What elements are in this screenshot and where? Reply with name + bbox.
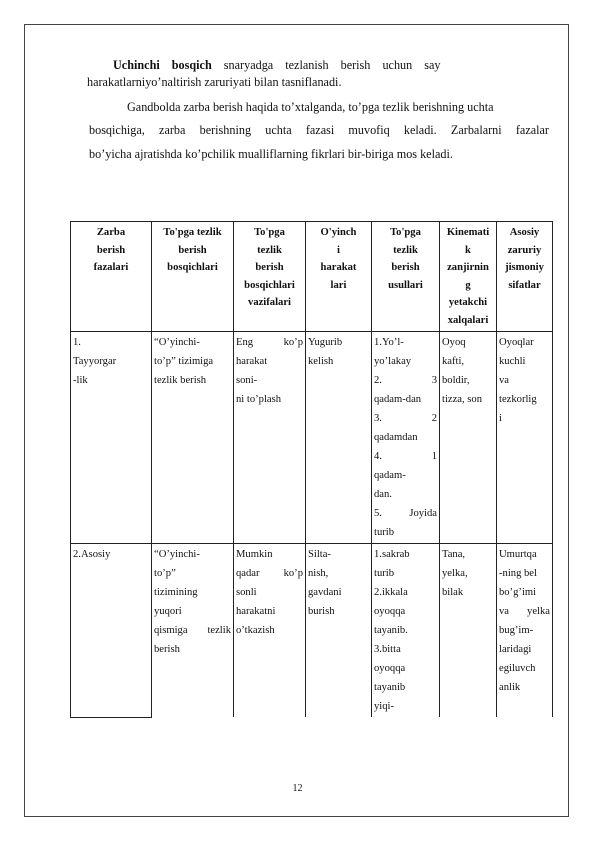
cell-line: tizimining — [154, 587, 198, 598]
cell-line: -ning bel — [499, 568, 537, 579]
cell-line: tayanib. — [374, 625, 408, 636]
intro-paragraph-2-line-3: bo’yicha ajratishda ko’pchilik mualliflarning fikrlari bir-biriga mos keladi. — [89, 147, 453, 161]
cell-line: 2.ikkala — [374, 587, 408, 598]
cell-line: to’p” — [154, 568, 176, 579]
cell-line: qadam-dan — [374, 394, 422, 405]
cell-line: tezlik berish — [154, 375, 207, 386]
cell-line: yo’lakay — [374, 356, 412, 367]
header-line: yetakchi — [448, 297, 488, 308]
table-cell — [440, 332, 497, 544]
header-line: tezlik — [257, 244, 282, 256]
cell-line: Tayyorgar — [73, 356, 117, 367]
cell-line: 3.bitta — [374, 644, 401, 655]
header-line: lari — [330, 279, 347, 291]
intro-paragraph-1-line-2: harakatlarniyo’naltirish zaruriyati bilan tasniflanadi. — [87, 75, 342, 89]
table-cell — [306, 544, 372, 718]
header-line: harakat — [320, 262, 357, 273]
table-cell — [440, 544, 497, 718]
page-number: 12 — [292, 783, 303, 794]
intro-paragraph-1-rest: snaryadga tezlanish berish uchun say — [223, 58, 441, 72]
table-cell — [234, 544, 306, 718]
cell-line: ni to’plash — [236, 394, 282, 405]
cell-line: 1. — [73, 337, 81, 348]
table-cell — [152, 544, 234, 718]
cell-line: dan. — [374, 489, 392, 500]
header-line: berish — [255, 262, 284, 273]
cell-line: 3. 2 — [374, 413, 437, 424]
header-line: i — [337, 244, 340, 256]
cell-line: va yelka — [499, 606, 550, 617]
cell-line: Yugurib — [308, 337, 343, 348]
header-line: sifatlar — [508, 279, 541, 291]
table-header-cell — [372, 222, 440, 332]
cell-line: kuchli — [499, 356, 526, 367]
table-cell — [152, 332, 234, 544]
cell-line: oyoqqa — [374, 663, 406, 674]
cell-line: 1.sakrab — [374, 549, 410, 560]
cell-line: o’tkazish — [236, 625, 275, 636]
cell-line: 4. 1 — [374, 451, 437, 462]
cell-line: yelka, — [442, 568, 468, 579]
intro-paragraph-2-line-2: bosqichiga, zarba berishning uchta fazasi muvofiq keladi. Zarbalarni fazalar — [89, 123, 549, 137]
cell-line: bilak — [442, 587, 464, 598]
header-line: jismoniy — [505, 262, 544, 273]
header-line: Kinemati — [446, 227, 490, 238]
cell-line: tayanib — [374, 682, 406, 693]
cell-line: yuqori — [154, 606, 182, 617]
table-header-cell — [71, 222, 152, 332]
header-line: O'yinch — [320, 227, 357, 238]
cell-line: 2. 3 — [374, 375, 437, 386]
cell-line: gavdani — [308, 587, 342, 598]
table-cell — [234, 332, 306, 544]
table-cell — [306, 332, 372, 544]
table-cell — [71, 544, 152, 718]
cell-line: qismiga tezlik — [154, 625, 231, 636]
cell-line: Silta- — [308, 549, 331, 560]
intro-paragraph-2-line-1: Gandbolda zarba berish haqida to’xtalganda, to’pga tezlik berishning uchta — [127, 100, 494, 114]
cell-line: Oyoqlar — [499, 337, 534, 348]
cell-line: 5. Joyida — [374, 508, 437, 519]
cell-line: soni- — [236, 375, 258, 386]
cell-line: kafti, — [442, 356, 465, 367]
header-line: k — [465, 244, 471, 256]
cell-line: tizza, son — [442, 394, 483, 405]
header-line: usullari — [388, 279, 423, 291]
cell-line: sonli — [236, 587, 257, 598]
cell-line: egiluvch — [499, 663, 536, 674]
cell-line: bo’g’imi — [499, 587, 537, 598]
cell-line: boldir, — [442, 375, 470, 386]
header-line: bosqichlari — [167, 262, 218, 273]
header-line: berish — [178, 244, 207, 256]
cell-line: tezkorlig — [499, 394, 537, 405]
header-line: berish — [96, 244, 126, 256]
cell-line: oyoqqa — [374, 606, 406, 617]
phases-table — [70, 221, 553, 718]
table-header-cell — [152, 222, 234, 332]
cell-line: qadar ko’p — [236, 568, 303, 579]
cell-line: turib — [374, 568, 395, 579]
cell-line: “O’yinchi- — [154, 337, 200, 348]
cell-line: Tana, — [442, 549, 466, 560]
table-cell — [71, 332, 152, 544]
header-line: Asosiy — [509, 227, 540, 238]
cell-line: bug’im- — [499, 625, 534, 636]
header-line: tezlik — [393, 244, 418, 256]
header-line: bosqichlari — [244, 279, 295, 291]
header-line: fazalari — [93, 262, 129, 273]
header-line: zanjirnin — [447, 262, 489, 273]
cell-line: “O’yinchi- — [154, 549, 200, 560]
cell-line: qadamdan — [374, 432, 418, 443]
cell-line: 1.Yo’l- — [374, 337, 404, 348]
table-header-cell — [440, 222, 497, 332]
cell-line: qadam- — [374, 470, 406, 481]
cell-line: harakatni — [236, 606, 276, 617]
cell-line: i — [499, 413, 502, 424]
cell-line: turib — [374, 527, 395, 538]
table-row — [71, 544, 553, 718]
table-cell — [497, 332, 553, 544]
table-header-row — [71, 222, 553, 332]
header-line: To'pga — [390, 227, 421, 238]
cell-line: Eng ko’p — [236, 337, 303, 348]
table-header-cell — [234, 222, 306, 332]
intro-bold-phrase: Uchinchi bosqich — [113, 58, 212, 72]
header-line: To'pga tezlik — [163, 227, 222, 238]
cell-line: kelish — [308, 356, 334, 367]
table-header-cell — [306, 222, 372, 332]
header-line: berish — [391, 262, 420, 273]
cell-line: laridagi — [499, 644, 532, 655]
header-line: xalqalari — [447, 314, 489, 326]
header-line: g — [465, 279, 471, 291]
cell-line: va — [499, 375, 509, 386]
header-line: To'pga — [254, 227, 285, 238]
header-line: vazifalari — [248, 297, 291, 308]
cell-line: Umurtqa — [499, 549, 537, 560]
table-cell — [372, 544, 440, 718]
cell-line: Mumkin — [236, 549, 273, 560]
cell-line: burish — [308, 606, 335, 617]
cell-line: berish — [154, 644, 180, 655]
table-cell — [497, 544, 553, 718]
header-line: zaruriy — [507, 244, 542, 256]
cell-line: yiqi- — [374, 701, 395, 712]
cell-line: harakat — [236, 356, 268, 367]
table-cell — [372, 332, 440, 544]
table-header-cell — [497, 222, 553, 332]
cell-line: -lik — [73, 375, 88, 386]
cell-line: 2.Asosiy — [73, 549, 111, 560]
cell-line: Oyoq — [442, 337, 466, 348]
header-line: Zarba — [96, 227, 126, 238]
cell-line: nish, — [308, 568, 329, 579]
table-row — [71, 332, 553, 544]
cell-line: to’p” tizimiga — [154, 356, 214, 367]
cell-line: anlik — [499, 682, 521, 693]
